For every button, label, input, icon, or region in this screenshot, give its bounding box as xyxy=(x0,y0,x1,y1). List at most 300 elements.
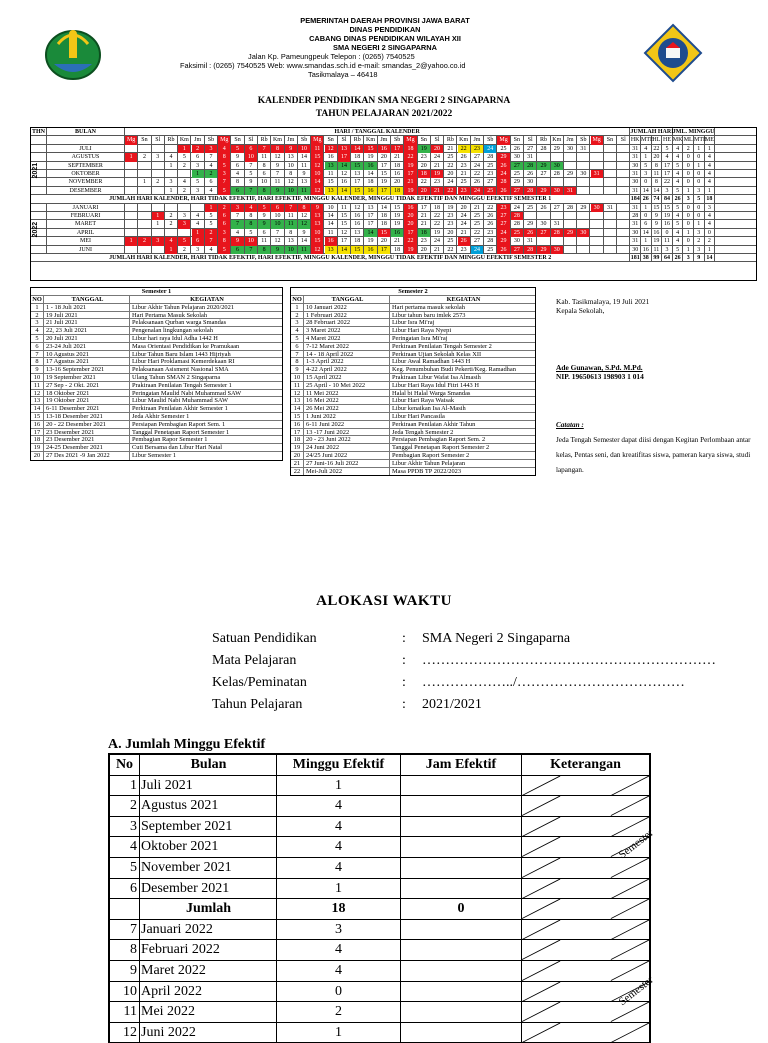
jm-col: MTE xyxy=(694,137,707,144)
stat-cell: 31 xyxy=(630,145,641,153)
stat-cell: 0 xyxy=(694,204,705,212)
day-cell: 17 xyxy=(404,229,417,237)
mw-row xyxy=(110,817,649,838)
day-name: Rb xyxy=(258,136,271,144)
day-cell: 21 xyxy=(418,212,431,220)
mw-no: 2 xyxy=(110,796,140,816)
day-cell: 19 xyxy=(444,204,457,212)
event-no: 16 xyxy=(31,421,44,428)
day-cell: 2 xyxy=(152,178,165,186)
day-cell: 27 xyxy=(497,220,510,228)
kop-line5: Jalan Kp. Pameungpeuk Telepon : (0265) 7540525 xyxy=(248,52,415,61)
day-cell: 30 xyxy=(591,204,604,212)
event-kg: Hari Pertama Masuk Sekolah xyxy=(132,311,208,319)
day-cell: 30 xyxy=(511,237,524,245)
stat-cell: 5 xyxy=(673,246,684,254)
sign-name: Ade Gunawan, S.Pd. M.Pd. xyxy=(556,363,643,372)
event-tg: 19 Oktober 2021 xyxy=(44,397,130,404)
sum1-val: 18 xyxy=(705,195,716,203)
day-cell: 2 xyxy=(205,229,218,237)
keterangan-cell xyxy=(522,817,649,837)
day-cell xyxy=(138,145,151,153)
mw-col-keterangan: Keterangan xyxy=(550,757,621,772)
stat-cell: 4 xyxy=(705,153,716,161)
day-cell: 16 xyxy=(404,204,417,212)
mw-minggu: 1 xyxy=(277,879,401,899)
event-kg: Pengenalan lingkungan sekolah xyxy=(132,327,213,335)
event-no: 9 xyxy=(31,366,44,373)
day-name: Sn xyxy=(325,136,338,144)
stat-cell: 3 xyxy=(662,246,673,254)
mw-bulan: Agustus 2021 xyxy=(140,796,277,816)
kop-line7: Tasikmalaya – 46418 xyxy=(308,70,378,79)
day-cell: 29 xyxy=(564,170,577,178)
day-cell: 10 xyxy=(325,204,338,212)
mw-no: 8 xyxy=(110,940,140,960)
day-cell: 8 xyxy=(231,178,244,186)
day-cell: 5 xyxy=(205,220,218,228)
day-cell: 31 xyxy=(564,187,577,195)
day-name: Km xyxy=(364,136,377,144)
meta-key: Mata Pelajaran xyxy=(212,653,297,668)
month-name: DESEMBER xyxy=(47,187,125,195)
semester-event-row xyxy=(291,390,535,398)
day-cell xyxy=(165,170,178,178)
day-cell: 18 xyxy=(431,204,444,212)
alokasi-title: ALOKASI WAKTU xyxy=(316,593,452,609)
day-cell xyxy=(125,178,138,186)
semester2-header-row xyxy=(291,296,535,304)
day-cell: 13 xyxy=(351,229,364,237)
day-cell: 2 xyxy=(192,145,205,153)
sum2-val: 181 xyxy=(630,255,640,261)
day-cell: 2 xyxy=(218,204,231,212)
minggu-efektif-table xyxy=(108,753,651,1043)
day-name: Km xyxy=(458,136,471,144)
day-cell: 4 xyxy=(205,246,218,254)
day-cell: 23 xyxy=(444,220,457,228)
sum1-val: 5 xyxy=(694,195,705,203)
day-cell xyxy=(537,178,550,186)
day-cell: 28 xyxy=(564,204,577,212)
meta-line xyxy=(212,653,716,673)
day-cell: 14 xyxy=(338,162,351,170)
event-no: 1 xyxy=(31,304,44,311)
event-kg: Masa Orientasi Pendidikan ke Pramukaan xyxy=(132,342,240,350)
day-cell: 12 xyxy=(311,162,324,170)
day-cell: 11 xyxy=(258,153,271,161)
event-kg: Jeda Akhir Semester 1 xyxy=(132,412,190,420)
day-cell: 1 xyxy=(152,220,165,228)
day-cell xyxy=(604,246,617,254)
event-no: 3 xyxy=(291,319,304,326)
mw-bulan: Maret 2022 xyxy=(140,961,277,981)
day-cell: 26 xyxy=(537,204,550,212)
semester-event-row xyxy=(31,382,282,390)
mw-jam xyxy=(401,920,522,940)
day-cell: 29 xyxy=(511,178,524,186)
day-cell: 4 xyxy=(192,220,205,228)
semester-event-row xyxy=(291,397,535,405)
day-cell: 26 xyxy=(511,145,524,153)
event-kg: Cuti Bersama dan Libur Hari Natal xyxy=(132,444,222,452)
day-name: Mg xyxy=(404,136,417,144)
semester2-title: Semester 2 xyxy=(291,288,535,296)
calendar-month-row xyxy=(31,145,756,153)
day-cell: 31 xyxy=(524,237,537,245)
day-cell: 9 xyxy=(298,229,311,237)
day-cell: 4 xyxy=(178,178,191,186)
event-kg: Libur Awal Ramadhan 1443 H xyxy=(392,358,471,366)
sum1-val: 26 xyxy=(641,195,652,203)
day-cell: 4 xyxy=(205,187,218,195)
event-no: 11 xyxy=(291,382,304,389)
keterangan-cell xyxy=(522,920,649,940)
semester-event-row xyxy=(31,312,282,320)
mw-bulan: Juni 2022 xyxy=(140,1023,277,1043)
event-kg: Pembagian Raport Semester 2 xyxy=(392,451,470,459)
calendar-month-row xyxy=(31,170,756,178)
day-cell xyxy=(577,162,590,170)
day-name: Rb xyxy=(444,136,457,144)
event-kg: Libur Hari Pancasila xyxy=(392,412,445,420)
day-cell xyxy=(152,170,165,178)
event-no: 13 xyxy=(291,397,304,404)
col-no: NO xyxy=(291,296,304,303)
mw-jumlah-row xyxy=(110,899,649,920)
sum2-val: 9 xyxy=(694,254,705,262)
stat-cell: 0 xyxy=(641,212,652,220)
stat-cell: 0 xyxy=(694,212,705,220)
day-cell: 10 xyxy=(245,237,258,245)
day-cell: 29 xyxy=(577,204,590,212)
day-cell: 26 xyxy=(524,229,537,237)
day-cell xyxy=(138,162,151,170)
day-cell xyxy=(125,229,138,237)
event-tg: 24/25 Juni 2022 xyxy=(304,452,390,459)
day-cell: 13 xyxy=(338,145,351,153)
stat-cell: 0 xyxy=(683,204,694,212)
mw-no: 6 xyxy=(110,879,140,899)
day-cell: 1 xyxy=(192,229,205,237)
mw-minggu: 1 xyxy=(277,1023,401,1043)
day-cell: 21 xyxy=(431,187,444,195)
stat-cell: 16 xyxy=(652,229,663,237)
meta-line xyxy=(212,631,672,651)
day-cell xyxy=(617,237,630,245)
day-cell xyxy=(577,212,590,220)
day-cell: 24 xyxy=(458,220,471,228)
month-name: FEBRUARI xyxy=(47,212,125,220)
event-tg: 6-11 Desember 2021 xyxy=(44,405,130,412)
school-logo xyxy=(642,22,704,84)
stat-cell: 6 xyxy=(641,220,652,228)
day-cell: 31 xyxy=(577,145,590,153)
day-cell: 5 xyxy=(218,246,231,254)
day-cell: 31 xyxy=(604,204,617,212)
semester1-table xyxy=(30,287,283,461)
mw-minggu: 0 xyxy=(277,982,401,1002)
mw-jam xyxy=(401,982,522,1002)
day-cell xyxy=(604,229,617,237)
day-cell: 19 xyxy=(391,220,404,228)
day-cell: 23 xyxy=(484,229,497,237)
day-cell: 27 xyxy=(511,187,524,195)
day-cell: 25 xyxy=(471,212,484,220)
event-tg: 1 Februari 2022 xyxy=(304,312,390,319)
day-cell xyxy=(152,229,165,237)
stat-cell: 4 xyxy=(705,162,716,170)
stat-cell: 8 xyxy=(652,178,663,186)
day-cell: 1 xyxy=(165,187,178,195)
meta-key: Satuan Pendidikan xyxy=(212,631,317,646)
stat-cell: 4 xyxy=(673,178,684,186)
sign-place: Kab. Tasikmalaya, 19 Juli 2021 xyxy=(556,297,650,306)
day-cell xyxy=(591,187,604,195)
stat-cell: 31 xyxy=(630,204,641,212)
day-cell xyxy=(125,187,138,195)
event-no: 7 xyxy=(291,351,304,358)
stat-cell: 4 xyxy=(705,220,716,228)
day-cell: 22 xyxy=(444,162,457,170)
day-cell: 26 xyxy=(458,237,471,245)
day-cell xyxy=(604,237,617,245)
event-tg: 10 Januari 2022 xyxy=(304,304,390,311)
day-cell xyxy=(152,246,165,254)
stat-cell: 1 xyxy=(694,162,705,170)
blank xyxy=(47,136,125,144)
keterangan-cell xyxy=(522,961,649,981)
stat-cell: 5 xyxy=(641,162,652,170)
semester-event-row xyxy=(291,343,535,351)
jm-col: ME xyxy=(704,137,714,144)
stat-cell: 1 xyxy=(641,204,652,212)
mw-jumlah-label: Jumlah xyxy=(140,899,277,919)
col-kegiatan: KEGIATAN xyxy=(446,296,481,303)
event-kg: Halal bi Halal Warga Smandas xyxy=(392,389,471,397)
day-cell xyxy=(138,212,151,220)
section-a-heading: A. Jumlah Minggu Efektif xyxy=(108,737,266,752)
stat-cell: 14 xyxy=(641,187,652,195)
calendar-month-row xyxy=(31,212,756,220)
event-tg: 3 Maret 2022 xyxy=(304,327,390,334)
event-no: 22 xyxy=(291,468,304,476)
event-tg: Mei-Juli 2022 xyxy=(304,468,390,476)
catatan-text: Jeda Tengah Semester dapat diisi dengan Kegitan Perlombaan antar kelas, Pentas seni, dan kreatifitas siswa, pameran karya siswa, studi lapangan. xyxy=(556,436,751,474)
event-kg: Hari pertama masuk sekolah xyxy=(392,303,465,311)
stat-cell: 0 xyxy=(662,229,673,237)
sign-role: Kepala Sekolah, xyxy=(556,306,605,315)
day-cell: 10 xyxy=(245,153,258,161)
day-cell xyxy=(551,212,564,220)
day-cell: 2 xyxy=(165,212,178,220)
mw-no: 10 xyxy=(110,982,140,1002)
day-cell xyxy=(178,204,191,212)
day-cell: 12 xyxy=(311,187,324,195)
day-cell: 23 xyxy=(458,187,471,195)
day-cell: 7 xyxy=(218,178,231,186)
day-cell: 14 xyxy=(364,229,377,237)
day-cell: 20 xyxy=(431,145,444,153)
calendar-title-block xyxy=(0,95,768,121)
day-name: Sl xyxy=(524,136,537,144)
event-kg: Perkiraan Penilaian Akhir Tahun xyxy=(392,420,476,428)
day-cell: 25 xyxy=(511,229,524,237)
event-kg: Libur Maulid Nabi Muhammad SAW xyxy=(132,397,229,405)
month-name: JUNI xyxy=(47,246,125,254)
jm-col: MK xyxy=(672,137,683,144)
day-name: Mg xyxy=(497,136,510,144)
day-cell: 29 xyxy=(524,220,537,228)
event-no: 16 xyxy=(291,421,304,428)
day-cell: 7 xyxy=(245,162,258,170)
day-cell: 24 xyxy=(471,246,484,254)
day-cell: 3 xyxy=(178,220,191,228)
catatan-heading: Catatan : xyxy=(556,421,584,429)
day-cell: 20 xyxy=(444,229,457,237)
stat-cell: 1 xyxy=(694,220,705,228)
day-cell: 6 xyxy=(231,162,244,170)
mw-row xyxy=(110,940,649,961)
stat-cell: 4 xyxy=(673,153,684,161)
month-name: SEPTEMBER xyxy=(47,162,125,170)
semester-event-row xyxy=(291,312,535,320)
calendar-month-row xyxy=(31,178,756,186)
day-cell: 13 xyxy=(311,212,324,220)
day-cell xyxy=(165,204,178,212)
day-cell: 28 xyxy=(511,220,524,228)
day-name: Km xyxy=(551,136,564,144)
day-cell: 17 xyxy=(364,212,377,220)
day-cell: 22 xyxy=(431,220,444,228)
semester1-header-row xyxy=(31,296,282,304)
diagonal-line xyxy=(522,858,649,878)
day-cell: 18 xyxy=(391,187,404,195)
semester-event-row xyxy=(291,358,535,366)
day-cell: 24 xyxy=(471,187,484,195)
day-cell: 5 xyxy=(231,145,244,153)
day-cell: 12 xyxy=(325,145,338,153)
stat-cell: 0 xyxy=(705,229,716,237)
day-cell: 20 xyxy=(404,212,417,220)
day-cell: 16 xyxy=(325,237,338,245)
day-cell: 28 xyxy=(524,162,537,170)
day-cell: 15 xyxy=(338,212,351,220)
day-cell: 12 xyxy=(285,178,298,186)
mw-row xyxy=(110,1002,649,1023)
month-name: MARET xyxy=(47,220,125,228)
day-cell: 17 xyxy=(418,204,431,212)
kop-line6: Faksimil : (0265) 7540525 Web: www.smandas.sch.id e-mail: smandas_2@yahoo.co.id xyxy=(180,61,466,70)
semester-event-row xyxy=(291,421,535,429)
stat-cell: 11 xyxy=(652,170,663,178)
mw-row xyxy=(110,858,649,879)
day-cell: 20 xyxy=(378,153,391,161)
stat-cell: 14 xyxy=(652,187,663,195)
day-cell: 24 xyxy=(497,229,510,237)
stat-cell: 5 xyxy=(673,204,684,212)
stat-cell: 31 xyxy=(630,187,641,195)
mw-col-no: No xyxy=(110,755,140,775)
day-cell: 6 xyxy=(258,170,271,178)
event-tg: 20 - 22 Desember 2021 xyxy=(44,421,130,428)
calendar-days-row xyxy=(31,136,756,144)
day-cell: 11 xyxy=(298,187,311,195)
semester-event-row xyxy=(291,382,535,390)
event-tg: 13-18 Desember 2021 xyxy=(44,413,130,420)
day-cell: 10 xyxy=(285,162,298,170)
stat-cell: 4 xyxy=(705,170,716,178)
event-tg: 6-11 Juni 2022 xyxy=(304,421,390,428)
day-name: Sl xyxy=(617,136,630,144)
day-cell: 17 xyxy=(378,162,391,170)
day-cell: 2 xyxy=(165,220,178,228)
mw-row xyxy=(110,776,649,797)
day-name: Jm xyxy=(471,136,484,144)
day-cell: 22 xyxy=(444,246,457,254)
day-cell: 5 xyxy=(245,170,258,178)
day-cell xyxy=(604,145,617,153)
day-cell: 20 xyxy=(458,204,471,212)
day-cell: 1 xyxy=(152,212,165,220)
sign-nip: NIP. 19650613 198903 1 014 xyxy=(556,372,644,381)
diagonal-line xyxy=(522,796,649,816)
day-cell xyxy=(591,153,604,161)
calendar-month-row xyxy=(31,153,756,161)
jm-col: ML xyxy=(683,137,693,144)
day-cell: 2 xyxy=(138,153,151,161)
day-cell: 14 xyxy=(364,170,377,178)
day-cell xyxy=(564,212,577,220)
mw-row xyxy=(110,920,649,941)
stat-cell: 15 xyxy=(652,204,663,212)
day-cell: 20 xyxy=(391,178,404,186)
day-cell: 18 xyxy=(351,153,364,161)
day-cell: 28 xyxy=(524,187,537,195)
jh-col: HL xyxy=(652,137,661,144)
day-cell xyxy=(577,178,590,186)
semester-event-row xyxy=(31,343,282,351)
day-cell: 24 xyxy=(444,178,457,186)
day-cell: 9 xyxy=(231,153,244,161)
day-cell: 3 xyxy=(152,237,165,245)
mw-bulan: November 2021 xyxy=(140,858,277,878)
day-cell xyxy=(537,237,550,245)
semester2-table xyxy=(290,287,536,476)
mw-bulan: September 2021 xyxy=(140,817,277,837)
day-cell: 20 xyxy=(418,246,431,254)
day-cell: 15 xyxy=(391,204,404,212)
event-no: 11 xyxy=(31,382,44,389)
day-name: Sb xyxy=(484,136,497,144)
day-cell: 6 xyxy=(231,246,244,254)
mw-no: 9 xyxy=(110,961,140,981)
day-cell: 10 xyxy=(271,212,284,220)
day-cell: 3 xyxy=(192,162,205,170)
stat-cell: 0 xyxy=(683,237,694,245)
day-cell xyxy=(125,204,138,212)
day-cell: 6 xyxy=(218,212,231,220)
day-name: Sn xyxy=(138,136,151,144)
day-cell: 26 xyxy=(484,220,497,228)
mw-bulan: Desember 2021 xyxy=(140,879,277,899)
kop-line1: PEMERINTAH DAERAH PROVINSI JAWA BARAT xyxy=(300,16,470,25)
event-kg: Libur Akhir Tahun Pelajaran 2020/2021 xyxy=(132,303,235,311)
calendar-month-row xyxy=(31,220,756,228)
day-cell: 18 xyxy=(418,170,431,178)
day-name: Sl xyxy=(245,136,258,144)
day-cell: 15 xyxy=(311,237,324,245)
